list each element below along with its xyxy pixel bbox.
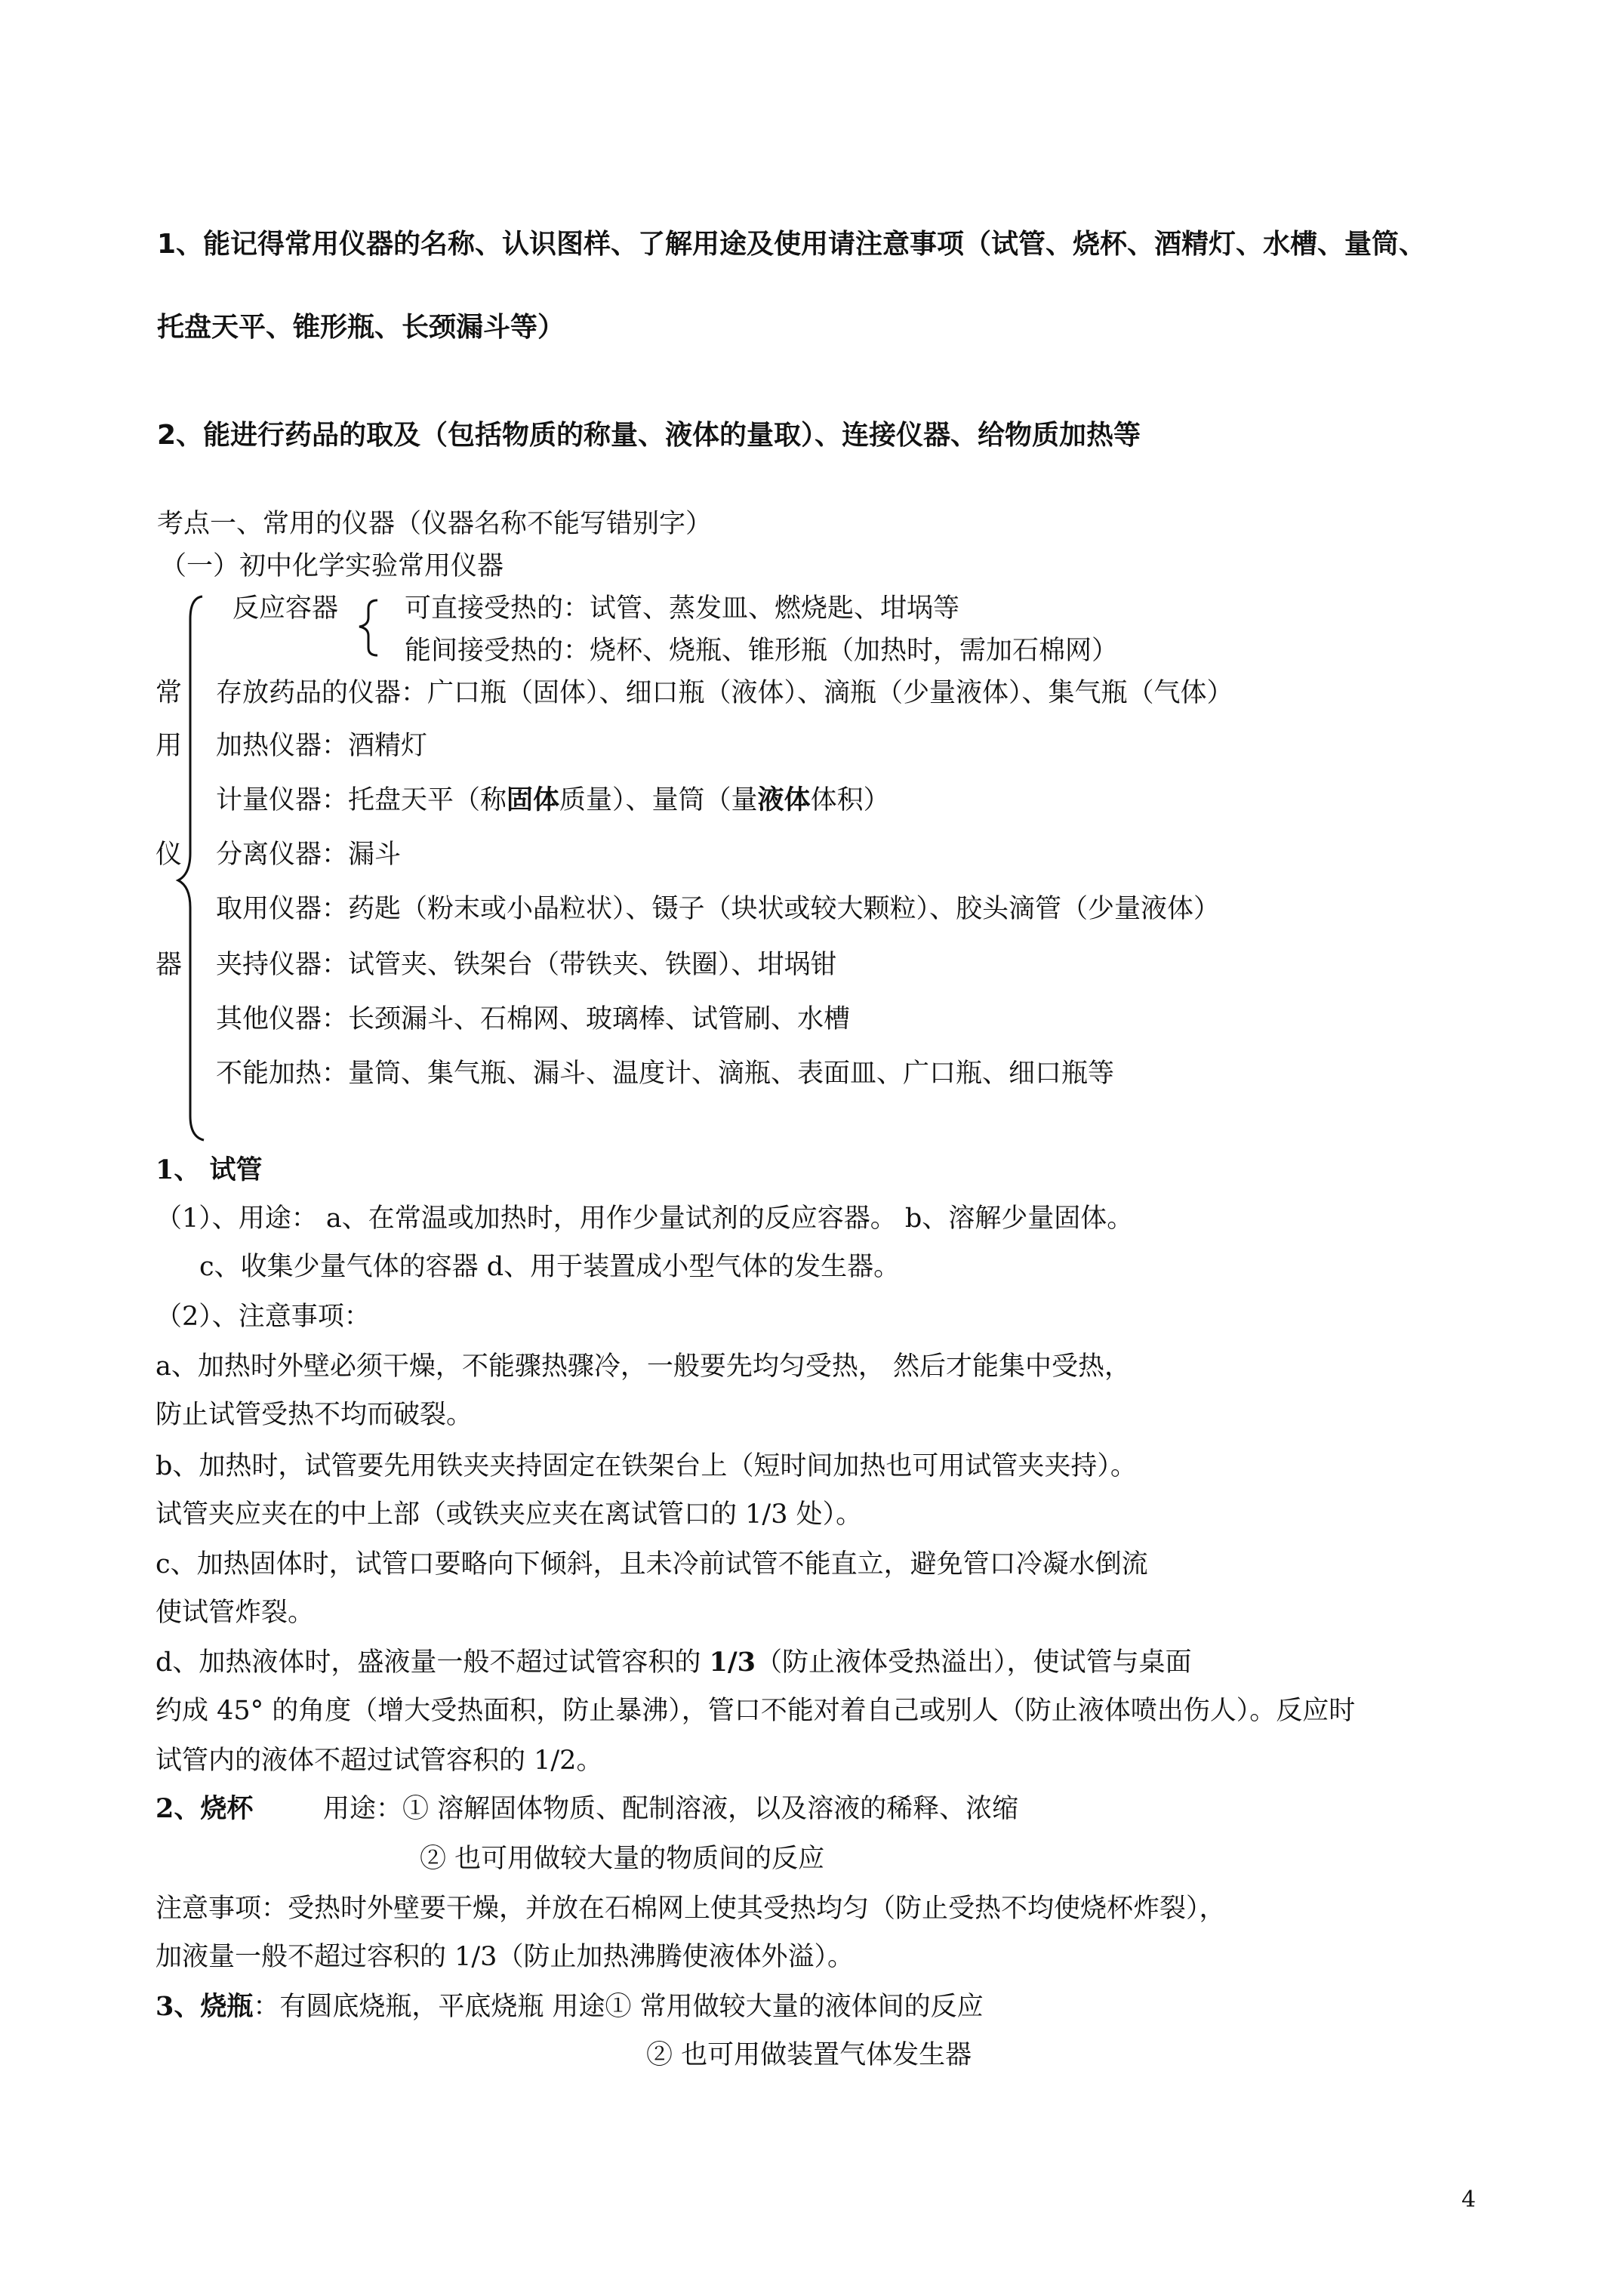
test-tube-heading: 1、 试管 <box>156 1154 263 1185</box>
reaction-indirect: 能间接受热的：烧杯、烧瓶、锥形瓶（加热时，需加石棉网） <box>405 636 1119 666</box>
test-tube-use-2: c、收集少量气体的容器 d、用于装置成小型气体的发生器。 <box>199 1252 901 1282</box>
side-char-yong: 用 <box>156 731 183 761</box>
measuring-pre: 计量仪器：托盘天平（称 <box>216 785 507 815</box>
page-number: 4 <box>1461 2187 1477 2213</box>
test-tube-notes-heading: （2）、注意事项： <box>156 1302 371 1332</box>
beaker-use-2: ② 也可用做较大量的物质间的反应 <box>420 1844 825 1874</box>
note-d-1-pre: d、加热液体时，盛液量一般不超过试管容积的 <box>156 1647 710 1678</box>
small-brace <box>359 600 377 655</box>
note-d-1-post: （防止液体受热溢出），使试管与桌面 <box>756 1647 1192 1678</box>
beaker-note-2: 加液量一般不超过容积的 1/3（防止加热沸腾使液体外溢）。 <box>156 1942 854 1972</box>
note-d-1-fraction: 1/3 <box>709 1647 756 1678</box>
objective-line-3: 2、能进行药品的取及（包括物质的称量、液体的量取）、连接仪器、给物质加热等 <box>157 420 1141 451</box>
note-a-1: a、加热时外壁必须干燥，不能骤热骤冷，一般要先均匀受热， 然后才能集中受热， <box>156 1351 1131 1382</box>
side-char-qi: 器 <box>156 950 183 980</box>
measuring-post: 体积） <box>810 785 890 815</box>
heating-instruments: 加热仪器：酒精灯 <box>216 731 428 761</box>
flask-use-2: ② 也可用做装置气体发生器 <box>646 2040 972 2070</box>
large-left-brace <box>178 596 204 1140</box>
beaker-heading: 2、烧杯 <box>156 1793 254 1824</box>
measuring-liquid: 液体 <box>757 784 811 815</box>
beaker-note-1: 注意事项：受热时外壁要干燥，并放在石棉网上使其受热均匀（防止受热不均使烧杯炸裂）， <box>156 1894 1226 1924</box>
objective-line-2: 托盘天平、锥形瓶、长颈漏斗等） <box>157 312 565 343</box>
note-d-3: 试管内的液体不超过试管容积的 1/2。 <box>156 1746 603 1776</box>
note-c-2: 使试管炸裂。 <box>156 1598 315 1628</box>
measuring-solid: 固体 <box>507 784 560 815</box>
flask-line-1 <box>156 1990 984 2023</box>
separation-instruments: 分离仪器：漏斗 <box>216 840 402 870</box>
other-instruments: 其他仪器：长颈漏斗、石棉网、玻璃棒、试管刷、水槽 <box>216 1004 851 1034</box>
reaction-container-label: 反应容器 <box>233 593 339 624</box>
reaction-direct: 可直接受热的：试管、蒸发皿、燃烧匙、坩埚等 <box>405 593 960 624</box>
note-d-1 <box>156 1646 1192 1679</box>
note-c-1: c、加热固体时，试管口要略向下倾斜，且未冷前试管不能直立，避免管口冷凝水倒流 <box>156 1549 1148 1579</box>
side-char-chang: 常 <box>156 678 183 708</box>
holding-instruments: 夹持仪器：试管夹、铁架台（带铁夹、铁圈）、坩埚钳 <box>216 950 837 980</box>
note-d-2: 约成 45° 的角度（增大受热面积，防止暴沸），管口不能对着自己或别人（防止液体喷出伤人）。反应时 <box>156 1696 1356 1726</box>
storage-instruments: 存放药品的仪器：广口瓶（固体）、细口瓶（液体）、滴瓶（少量液体）、集气瓶（气体） <box>216 678 1233 708</box>
objective-line-1: 1、能记得常用仪器的名称、认识图样、了解用途及使用请注意事项（试管、烧杯、酒精灯、水槽、量筒、 <box>157 229 1427 260</box>
note-a-2: 防止试管受热不均而破裂。 <box>156 1400 473 1430</box>
note-b-2: 试管夹应夹在的中上部（或铁夹应夹在离试管口的 1/3 处）。 <box>156 1499 863 1530</box>
note-b-1: b、加热时，试管要先用铁夹夹持固定在铁架台上（短时间加热也可用试管夹夹持）。 <box>156 1451 1137 1481</box>
non-heatable-instruments: 不能加热：量筒、集气瓶、漏斗、温度计、滴瓶、表面皿、广口瓶、细口瓶等 <box>216 1059 1115 1089</box>
taking-instruments: 取用仪器：药匙（粉末或小晶粒状）、镊子（块状或较大颗粒）、胶头滴管（少量液体） <box>216 894 1221 924</box>
measuring-instruments <box>216 784 890 817</box>
measuring-mid: 质量）、量筒（量 <box>559 785 758 815</box>
subsection-heading: （一）初中化学实验常用仪器 <box>160 551 504 581</box>
flask-heading: 3、烧瓶 <box>156 1991 254 2022</box>
test-tube-use-1: （1）、用途： a、在常温或加热时，用作少量试剂的反应容器。 b、溶解少量固体。 <box>156 1203 1134 1234</box>
beaker-use-1: 用途：① 溶解固体物质、配制溶液，以及溶液的稀释、浓缩 <box>323 1794 1019 1824</box>
kaodian-heading: 考点一、常用的仪器（仪器名称不能写错别字） <box>157 509 713 539</box>
flask-use-1: ：有圆底烧瓶，平底烧瓶 用途① 常用做较大量的液体间的反应 <box>253 1992 984 2022</box>
side-char-yi: 仪 <box>156 840 183 870</box>
